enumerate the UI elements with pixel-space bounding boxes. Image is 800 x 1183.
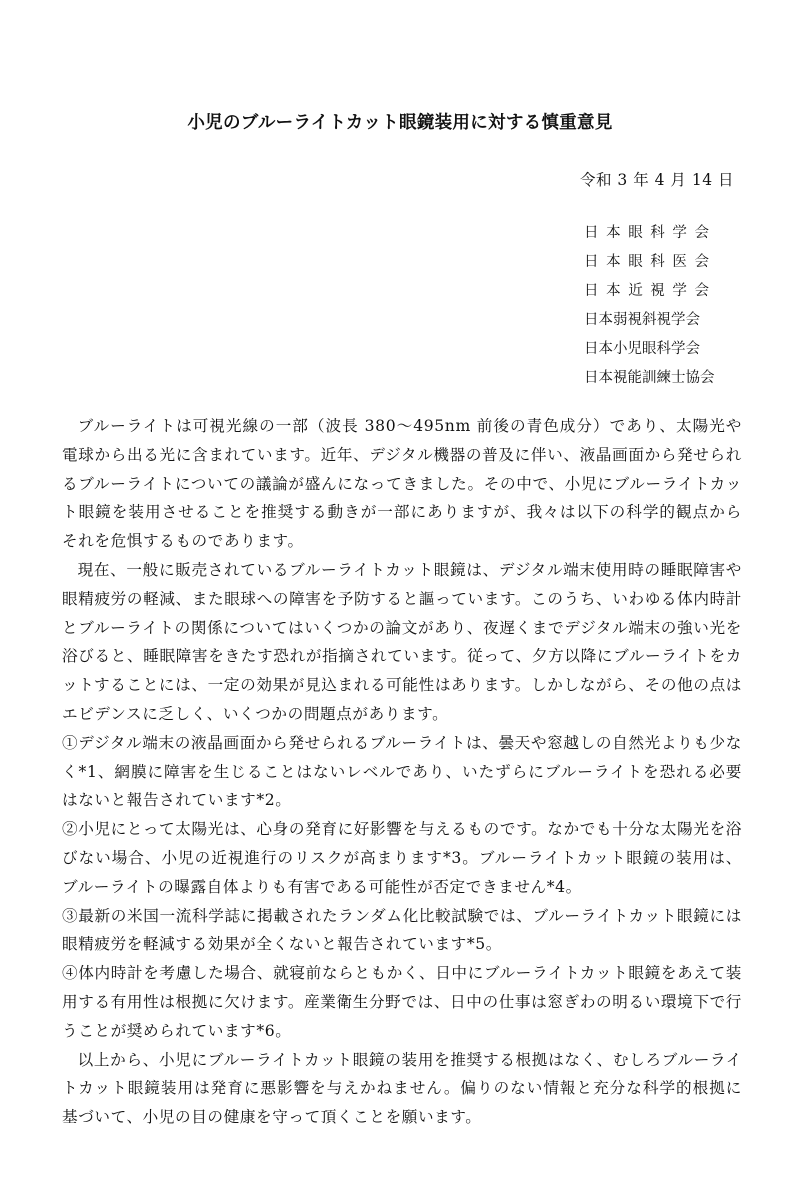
paragraph: 現在、一般に販売されているブルーライトカット眼鏡は、デジタル端末使用時の睡眠障害や眼精疲労の軽減、また眼球への障害を予防すると謳っています。このうち、いわゆる体内時計とブルーライトの関係についてはいくつかの論文があり、夜遅くまでデジタル端末の強い光を浴びると、睡眠障害をきたす恐れが指摘されています。従って、夕方以降にブルーライトをカットすることには、一定の効果が見込まれる可能性はあります。しかしながら、その他の点はエビデンスに乏しく、いくつかの問題点があります。: [62, 560, 742, 723]
document-title: 小児のブルーライトカット眼鏡装用に対する慎重意見: [187, 113, 613, 133]
document-date: 令和 3 年 4 月 14 日: [579, 171, 734, 189]
list-item: ③最新の米国一流科学誌に掲載されたランダム化比較試験では、ブルーライトカット眼鏡には眼精疲労を軽減する効果が全くないと報告されています*5。: [62, 906, 742, 954]
list-item: ①デジタル端末の液晶画面から発せられるブルーライトは、曇天や窓越しの自然光よりも少なく*1、網膜に障害を生じることはないレベルであり、いたずらにブルーライトを恐れる必要はないと報告されています*2。: [62, 733, 742, 810]
document-body: [62, 412, 742, 1132]
organization-name: 日本視能訓練士協会: [584, 370, 715, 386]
organization-name: 日本小児眼科学会: [584, 341, 700, 357]
paragraph: 以上から、小児にブルーライトカット眼鏡の装用を推奨する根拠はなく、むしろブルーライトカット眼鏡装用は発育に悪影響を与えかねません。偏りのない情報と充分な科学的根拠に基づいて、小児の目の健康を守って頂くことを願います。: [62, 1050, 742, 1127]
organization-name: 日本眼科医会: [584, 254, 717, 270]
organization-name: 日本弱視斜視学会: [584, 312, 700, 328]
list-item: ④体内時計を考慮した場合、就寝前ならともかく、日中にブルーライトカット眼鏡をあえて装用する有用性は根拠に欠けます。産業衛生分野では、日中の仕事は窓ぎわの明るい環境下で行うことが奨められています*6。: [62, 964, 742, 1040]
organization-name: 日本眼科学会: [584, 225, 717, 241]
paragraph: ブルーライトは可視光線の一部（波長 380〜495nm 前後の青色成分）であり、太陽光や電球から出る光に含まれています。近年、デジタル機器の普及に伴い、液晶画面から発せられるブルーライトについての議論が盛んになってきました。その中で、小児にブルーライトカット眼鏡を装用させることを推奨する動きが一部にありますが、我々は以下の科学的観点からそれを危惧するものであります。: [62, 417, 742, 551]
list-item: ②小児にとって太陽光は、心身の発育に好影響を与えるものです。なかでも十分な太陽光を浴びない場合、小児の近視進行のリスクが高まります*3。ブルーライトカット眼鏡の装用は、ブルーライトの曝露自体よりも有害である可能性が否定できません*4。: [62, 820, 742, 896]
organization-name: 日本近視学会: [584, 283, 717, 299]
organization-list: [584, 219, 734, 393]
